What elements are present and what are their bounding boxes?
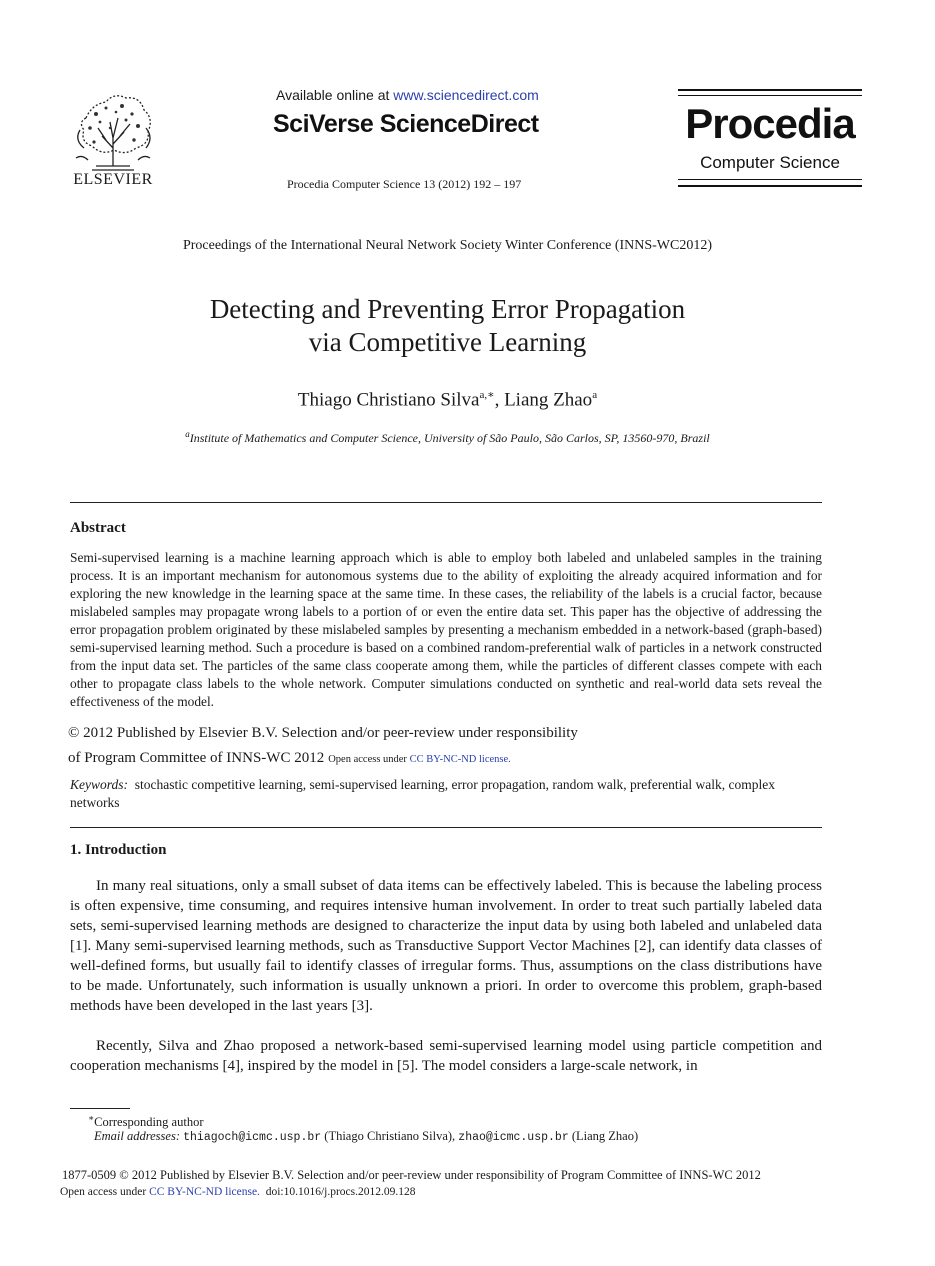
procedia-logo-title: Procedia: [685, 100, 855, 147]
introduction-paragraph-2: Recently, Silva and Zhao proposed a network-based semi-supervised learning model using particle competition and cooperation mechanisms [4], inspired by the model in [5]. The model considers a large-scale network, in: [70, 1038, 822, 1074]
divider: [70, 827, 822, 828]
author-affiliation-mark: a: [592, 389, 598, 401]
email-addresses-note: [94, 1129, 638, 1144]
paper-title-line2: via Competitive Learning: [308, 327, 587, 357]
procedia-logo: [678, 89, 862, 188]
email-label: Email addresses:: [94, 1129, 180, 1143]
open-access-line: [60, 1186, 416, 1198]
email-owner: (Thiago Christiano Silva),: [321, 1129, 459, 1143]
issn-copyright-line: 1877-0509 © 2012 Published by Elsevier B.V. Selection and/or peer-review under responsibility of Program Committee of INNS-WC 2012: [62, 1168, 761, 1182]
abstract-text: Semi-supervised learning is a machine learning approach which is able to employ both labeled and unlabeled samples in the training process. It is an important mechanism for autonomous systems due to the ability of exploiting the already acquired information and for exploring the new knowledge in the learning space at the same time. In these cases, the reliability of the labels is a crucial factor, because mislabeled samples may propagate wrong labels to a portion of or even the entire data set. This paper has the objective of addressing the error propagation problem originated by these mislabeled samples by presenting a mechanism embedded in a network-based (graph-based) semi-supervised learning method. Such a procedure is based on a combined random-preferential walk of particles in a network constructed from the input data set. The particles of the same class cooperate among them, while the particles of different classes compete with each other to propagate class labels to the whole network. Computer simulations conducted on synthetic and real-world data sets reveal the effectiveness of the model.: [70, 550, 822, 709]
license-link[interactable]: CC BY-NC-ND license.: [149, 1186, 260, 1198]
doi: doi:10.1016/j.procs.2012.09.128: [265, 1186, 416, 1198]
author-list: [0, 388, 895, 411]
email-owner: (Liang Zhao): [568, 1129, 639, 1143]
email-address[interactable]: zhao@icmc.usp.br: [458, 1131, 569, 1144]
abstract-heading: Abstract: [70, 520, 126, 536]
paper-title-line1: Detecting and Preventing Error Propagation: [209, 294, 686, 324]
affiliation-mark: a: [185, 429, 190, 439]
sciencedirect-link[interactable]: www.sciencedirect.com: [393, 87, 539, 103]
corresponding-author-note: [88, 1113, 203, 1130]
open-access-prefix: Open access under: [328, 754, 410, 765]
author-name: Thiago Christiano Silva: [297, 389, 480, 411]
footnote-divider: [70, 1108, 130, 1109]
sciverse-sciencedirect-logo: SciVerse ScienceDirect: [273, 110, 539, 138]
keywords-label: Keywords:: [70, 777, 128, 792]
author-name: Liang Zhao: [504, 389, 593, 411]
affiliation: [0, 429, 895, 446]
paper-title: [0, 293, 895, 359]
available-prefix: Available online at: [276, 87, 394, 103]
corresponding-author-text: Corresponding author: [94, 1115, 204, 1130]
license-link[interactable]: CC BY-NC-ND license.: [409, 754, 511, 765]
copyright-committee: of Program Committee of INNS-WC 2012: [68, 750, 325, 766]
journal-reference: Procedia Computer Science 13 (2012) 192 – 197: [287, 177, 522, 191]
proceedings-line: Proceedings of the International Neural Network Society Winter Conference (INNS-WC2012): [182, 238, 713, 253]
divider: [70, 502, 822, 503]
introduction-paragraph-1: In many real situations, only a small subset of data items can be effectively labeled. This is because the labeling process is often expensive, time consuming, and requires intensive human involvement. In order to treat such partially labeled data sets, semi-supervised learning methods are designed to characterize the input data by using both labeled and unlabeled data [1]. Many semi-supervised learning methods, such as Transductive Support Vector Machines [2], can identify data classes of well-defined forms, but usually fail to identify classes of irregular forms. Thus, assumptions on the class distributions have to be made. Unfortunately, such information is usually unknown a priori. In order to overcome this problem, graph-based methods have been developed in the last years [3].: [70, 878, 822, 1014]
author-separator: ,: [494, 389, 505, 411]
copyright-line: © 2012 Published by Elsevier B.V. Selection and/or peer-review under responsibility: [68, 725, 578, 741]
keywords-text: stochastic competitive learning, semi-supervised learning, error propagation, random walk, preferential walk, complex networks: [70, 777, 776, 810]
procedia-logo-subtitle: Computer Science: [700, 153, 840, 172]
open-access-prefix: Open access under: [60, 1186, 150, 1198]
introduction-heading: 1. Introduction: [70, 842, 167, 858]
elsevier-wordmark: ELSEVIER: [73, 171, 153, 188]
keywords: [70, 776, 822, 812]
footnote-mark: ∗: [88, 1113, 95, 1123]
available-online-line: [276, 87, 539, 103]
affiliation-text: Institute of Mathematics and Computer Science, University of São Paulo, São Carlos, SP, 13560-970, Brazil: [189, 431, 710, 445]
copyright-line-2: [68, 750, 511, 767]
email-address[interactable]: thiagoch@icmc.usp.br: [183, 1131, 322, 1144]
author-affiliation-mark: a,∗: [479, 389, 495, 401]
